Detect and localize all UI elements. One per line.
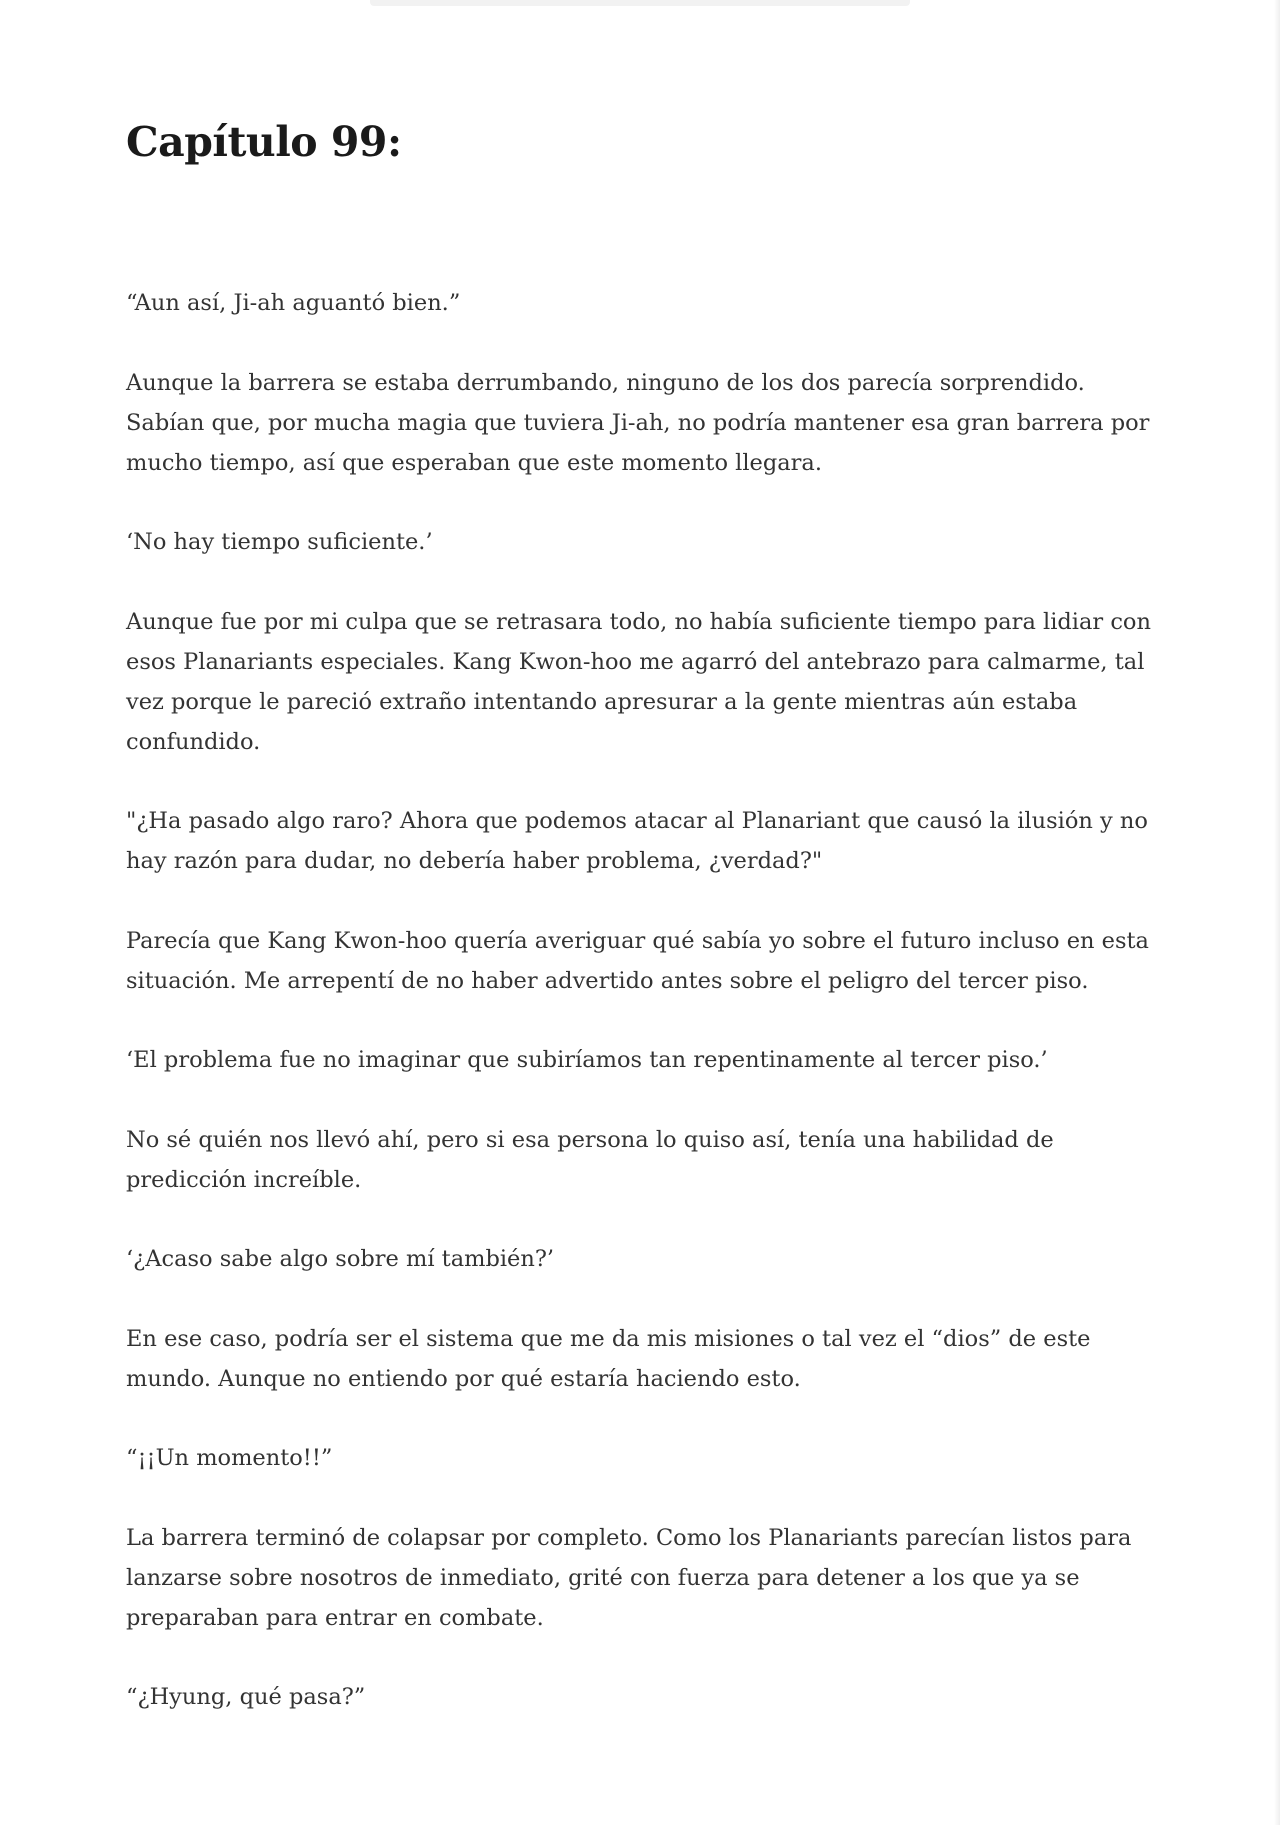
top-scroll-indicator xyxy=(370,0,910,6)
chapter-title: Capítulo 99: xyxy=(126,118,402,166)
paragraph: “Aun así, Ji-ah aguantó bien.” xyxy=(126,290,461,316)
paragraph: ‘No hay tiempo suficiente.’ xyxy=(126,529,433,555)
paragraph: ‘¿Acaso sabe algo sobre mí también?’ xyxy=(126,1246,555,1272)
paragraph: “¡¡Un momento!!” xyxy=(126,1445,333,1471)
paragraph: No sé quién nos llevó ahí, pero si esa persona lo quiso así, tenía una habilidad de predicción increíble. xyxy=(126,1126,1054,1193)
paragraph: “¿Hyung, qué pasa?” xyxy=(126,1684,366,1710)
paragraph: "¿Ha pasado algo raro? Ahora que podemos atacar al Planariant que causó la ilusión y no hay razón para dudar, no debería haber problema, ¿verdad?" xyxy=(126,808,1148,874)
page-edge-shadow xyxy=(1274,0,1280,1825)
paragraph: ‘El problema fue no imaginar que subiríamos tan repentinamente al tercer piso.’ xyxy=(126,1047,1048,1073)
paragraph: En ese caso, podría ser el sistema que me da mis misiones o tal vez el “dios” de este mundo. Aunque no entiendo por qué estaría haciendo esto. xyxy=(126,1325,1091,1392)
paragraph: Aunque fue por mi culpa que se retrasara todo, no había suficiente tiempo para lidiar con esos Planariants especiales. Kang Kwon-hoo me agarró del antebrazo para calmarme, tal vez porque le pareció extraño intentando apresurar a la gente mientras aún estaba confundido. xyxy=(126,608,1151,755)
paragraph: Parecía que Kang Kwon-hoo quería averiguar qué sabía yo sobre el futuro incluso en esta situación. Me arrepentí de no haber advertido antes sobre el peligro del tercer piso. xyxy=(126,927,1149,994)
paragraph: Aunque la barrera se estaba derrumbando, ninguno de los dos parecía sorprendido. Sabían que, por mucha magia que tuviera Ji-ah, no podría mantener esa gran barrera por mucho tiempo, así que esperaban que este momento llegara. xyxy=(126,369,1150,476)
paragraph: La barrera terminó de colapsar por completo. Como los Planariants parecían listos para lanzarse sobre nosotros de inmediato, grité con fuerza para detener a los que ya se preparaban para entrar en combate. xyxy=(126,1524,1132,1631)
chapter-body xyxy=(126,283,1156,1757)
